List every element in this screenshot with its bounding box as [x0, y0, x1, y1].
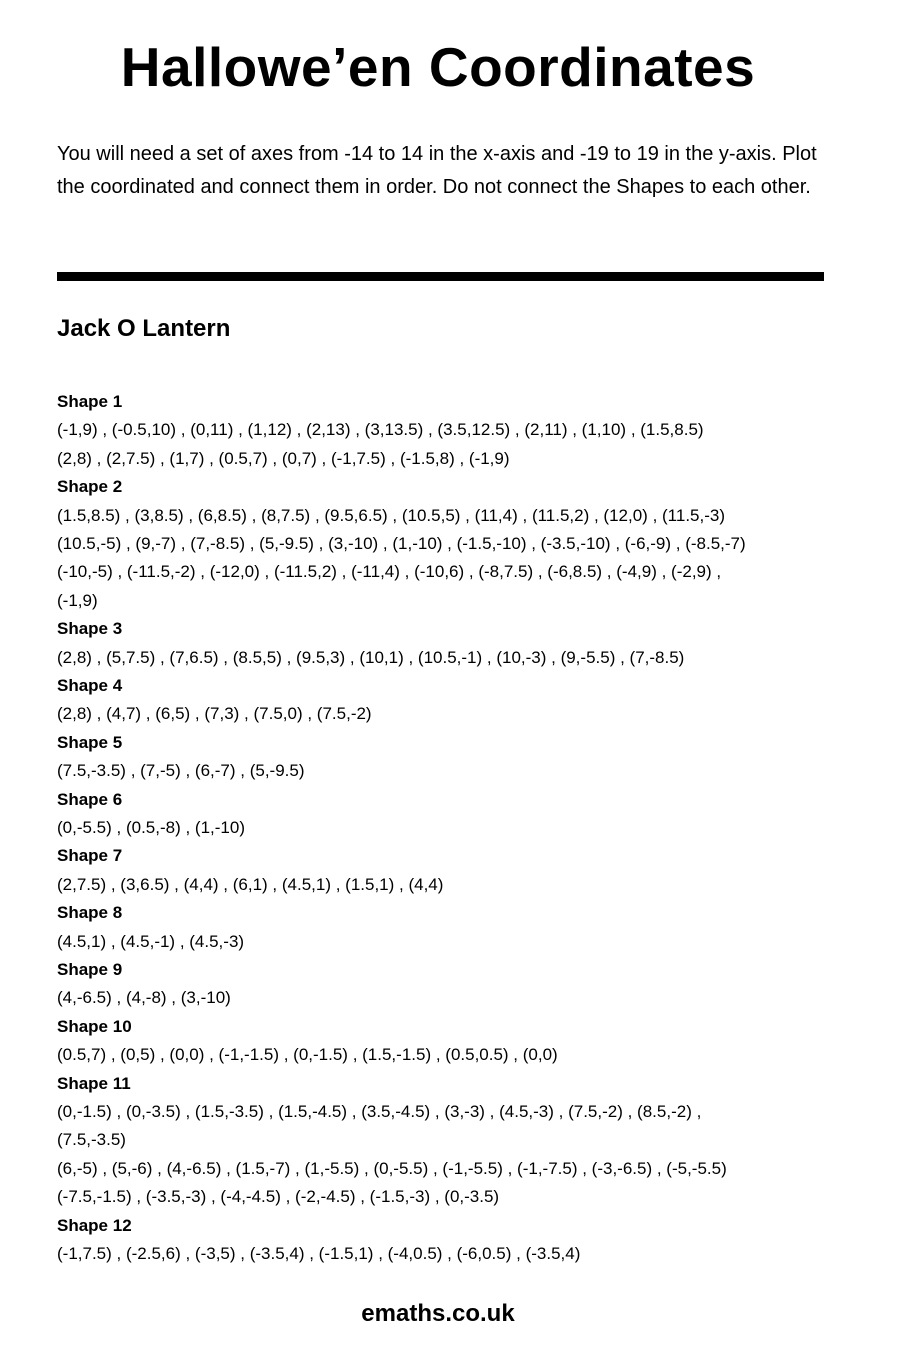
- shape-label: Shape 11: [57, 1073, 131, 1093]
- shape-block: [57, 615, 847, 672]
- shape-label: Shape 6: [57, 789, 123, 809]
- shape-block: [57, 899, 847, 956]
- shape-coordinates: (4.5,1) , (4.5,-1) , (4.5,-3): [57, 931, 245, 951]
- shape-block: [57, 473, 847, 615]
- shape-block: [57, 956, 847, 1013]
- shape-label: Shape 3: [57, 619, 123, 639]
- shape-coordinates: (-1,9): [57, 590, 98, 610]
- shape-coordinates: (10.5,-5) , (9,-7) , (7,-8.5) , (5,-9.5) , (3,-10) , (1,-10) , (-1.5,-10) , (-3.5,-10) , (-6,-9) , (-8.5,-7): [57, 534, 746, 553]
- shape-coordinates: (7.5,-3.5): [57, 1130, 126, 1150]
- shape-coordinates: (1.5,8.5) , (3,8.5) , (6,8.5) , (8,7.5) , (9.5,6.5) , (10.5,5) , (11,4) , (11.5,2) , (12,0) , (11.5,-3): [57, 505, 725, 525]
- shape-block: [57, 786, 847, 843]
- shape-coordinates: (2,8) , (4,7) , (6,5) , (7,3) , (7.5,0) , (7.5,-2): [57, 704, 372, 724]
- shape-coordinates: (0,-5.5) , (0.5,-8) , (1,-10): [57, 818, 245, 837]
- shape-label: Shape 8: [57, 903, 123, 923]
- shape-coordinates: (4,-6.5) , (4,-8) , (3,-10): [57, 988, 231, 1008]
- instructions-text: You will need a set of axes from -14 to 14 in the x-axis and -19 to 19 in the y-axis. Plot the coordinated and connect them in order. Do not connect the Shapes to each other.: [57, 143, 817, 198]
- shape-coordinates: (6,-5) , (5,-6) , (4,-6.5) , (1.5,-7) , (1,-5.5) , (0,-5.5) , (-1,-5.5) , (-1,-7.5) , (-3,-6.5) , (-5,-5.5): [57, 1158, 727, 1178]
- shape-label: Shape 4: [57, 676, 123, 696]
- shape-block: [57, 729, 847, 786]
- shape-coordinates: (7.5,-3.5) , (7,-5) , (6,-7) , (5,-9.5): [57, 761, 305, 781]
- shape-coordinates: (0,-1.5) , (0,-3.5) , (1.5,-3.5) , (1.5,-4.5) , (3.5,-4.5) , (3,-3) , (4.5,-3) , (7.5,-2) , (8.5,-2) ,: [57, 1101, 702, 1121]
- shape-block: [57, 388, 847, 473]
- shape-coordinates: (-1,9) , (-0.5,10) , (0,11) , (1,12) , (2,13) , (3,13.5) , (3.5,12.5) , (2,11) , (1,10) , (1.5,8.5): [57, 420, 704, 440]
- shape-coordinates: (2,8) , (2,7.5) , (1,7) , (0.5,7) , (0,7) , (-1,7.5) , (-1.5,8) , (-1,9): [57, 448, 510, 468]
- section-title: Jack O Lantern: [57, 315, 231, 342]
- shape-coordinates: (-10,-5) , (-11.5,-2) , (-12,0) , (-11.5,2) , (-11,4) , (-10,6) , (-8,7.5) , (-6,8.5) , (-4,9) , (-2,9) ,: [57, 562, 722, 582]
- shape-coordinates: (0.5,7) , (0,5) , (0,0) , (-1,-1.5) , (0,-1.5) , (1.5,-1.5) , (0.5,0.5) , (0,0): [57, 1045, 558, 1065]
- shape-block: [57, 672, 847, 729]
- shape-coordinates: (2,8) , (5,7.5) , (7,6.5) , (8.5,5) , (9.5,3) , (10,1) , (10.5,-1) , (10,-3) , (9,-5.5) , (7,-8.5): [57, 647, 685, 667]
- shape-label: Shape 1: [57, 392, 123, 411]
- shape-block: [57, 1070, 847, 1212]
- shape-block: [57, 1013, 847, 1070]
- shape-coordinates: (-7.5,-1.5) , (-3.5,-3) , (-4,-4.5) , (-2,-4.5) , (-1.5,-3) , (0,-3.5): [57, 1187, 500, 1207]
- shape-label: Shape 2: [57, 477, 123, 497]
- shape-label: Shape 12: [57, 1215, 132, 1235]
- shape-coordinates: (2,7.5) , (3,6.5) , (4,4) , (6,1) , (4.5,1) , (1.5,1) , (4,4): [57, 874, 444, 894]
- page-title: Hallowe’en Coordinates: [120, 36, 756, 98]
- shape-label: Shape 9: [57, 960, 123, 979]
- shape-coordinates: (-1,7.5) , (-2.5,6) , (-3,5) , (-3.5,4) , (-1.5,1) , (-4,0.5) , (-6,0.5) , (-3.5,4): [57, 1244, 581, 1263]
- shape-block: [57, 842, 847, 899]
- divider: [57, 272, 824, 281]
- shape-label: Shape 5: [57, 732, 123, 752]
- shape-block: [57, 1212, 847, 1269]
- shape-label: Shape 10: [57, 1016, 132, 1036]
- footer-site: emaths.co.uk: [361, 1300, 515, 1327]
- shapes-list: [57, 388, 847, 1268]
- shape-label: Shape 7: [57, 846, 123, 866]
